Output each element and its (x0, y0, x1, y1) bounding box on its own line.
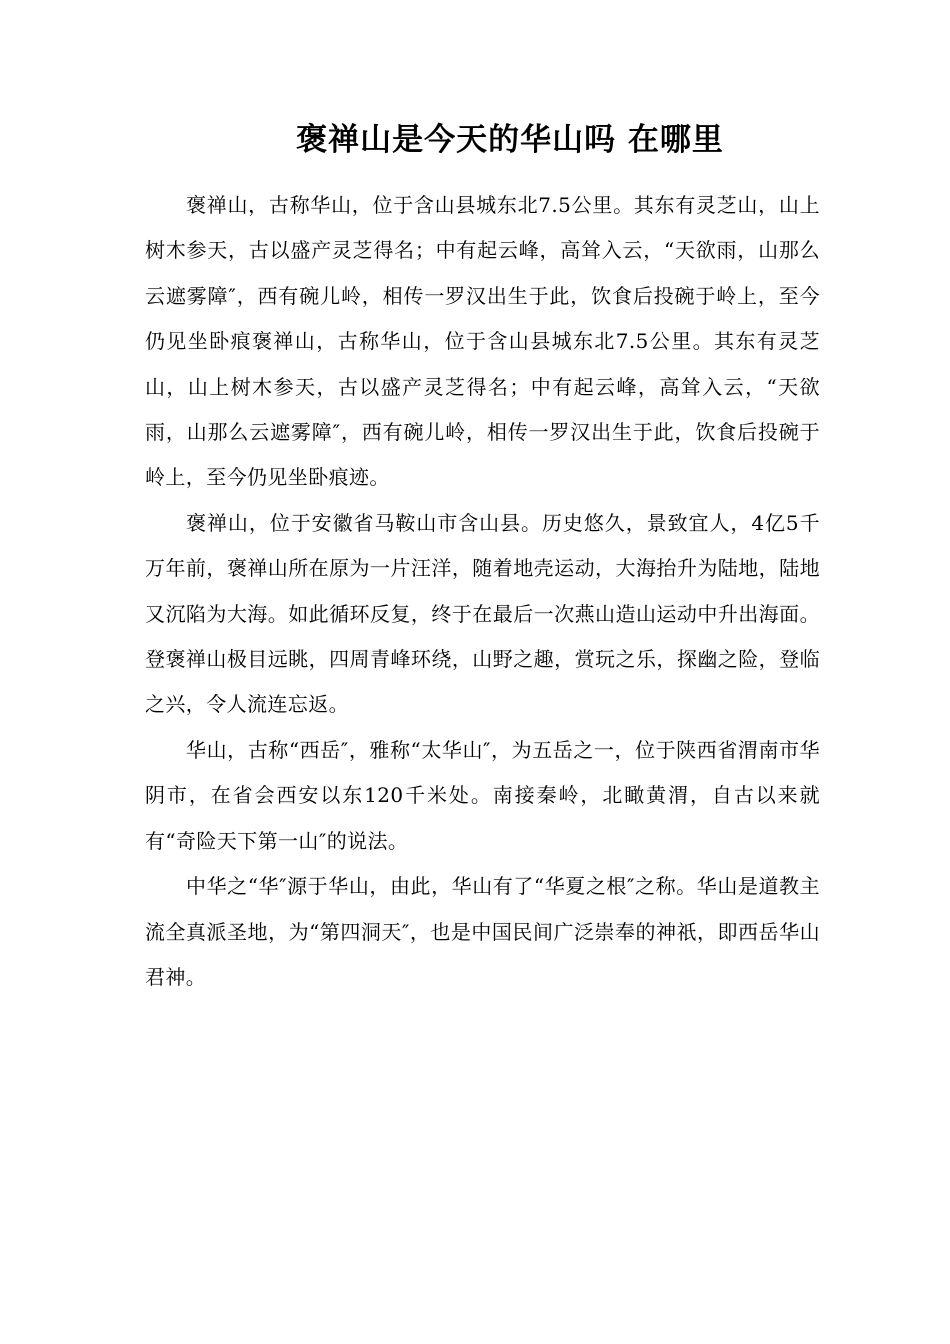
paragraph-4: 中华之“华″源于华山，由此，华山有了“华夏之根″之称。华山是道教主流全真派圣地，为“第四洞天″，也是中国民间广泛崇奉的神祇，即西岳华山君神。 (145, 874, 820, 989)
paragraph-3: 华山，古称“西岳″，雅称“太华山″，为五岳之一，位于陕西省渭南市华阴市，在省会西安以东120千米处。南接秦岭，北瞰黄渭，自古以来就有“奇险天下第一山″的说法。 (145, 737, 820, 853)
document-title: 褒禅山是今天的华山吗 在哪里 (296, 122, 724, 158)
paragraph-1: 褒禅山，古称华山，位于含山县城东北7.5公里。其东有灵芝山，山上树木参天，古以盛产灵芝得名；中有起云峰，高耸入云，“天欲雨，山那么云遮雾障″，西有碗儿岭，相传一罗汉出生于此，饮食后投碗于岭上，至今仍见坐卧痕褒禅山，古称华山，位于含山县城东北7.5公里。其东有灵芝山，山上树木参天，古以盛产灵芝得名；中有起云峰，高耸入云，“天欲雨，山那么云遮雾障″，西有碗儿岭，相传一罗汉出生于此，饮食后投碗于岭上，至今仍见坐卧痕迹。 (145, 193, 820, 490)
document-body (145, 183, 820, 1000)
paragraph-2: 褒禅山，位于安徽省马鞍山市含山县。历史悠久，景致宜人，4亿5千万年前，褒禅山所在原为一片汪洋，随着地壳运动，大海抬升为陆地，陆地又沉陷为大海。如此循环反复，终于在最后一次燕山造山运动中升出海面。登褒禅山极目远眺，四周青峰环绕，山野之趣，赏玩之乐，探幽之险，登临之兴，令人流连忘返。 (145, 510, 820, 717)
